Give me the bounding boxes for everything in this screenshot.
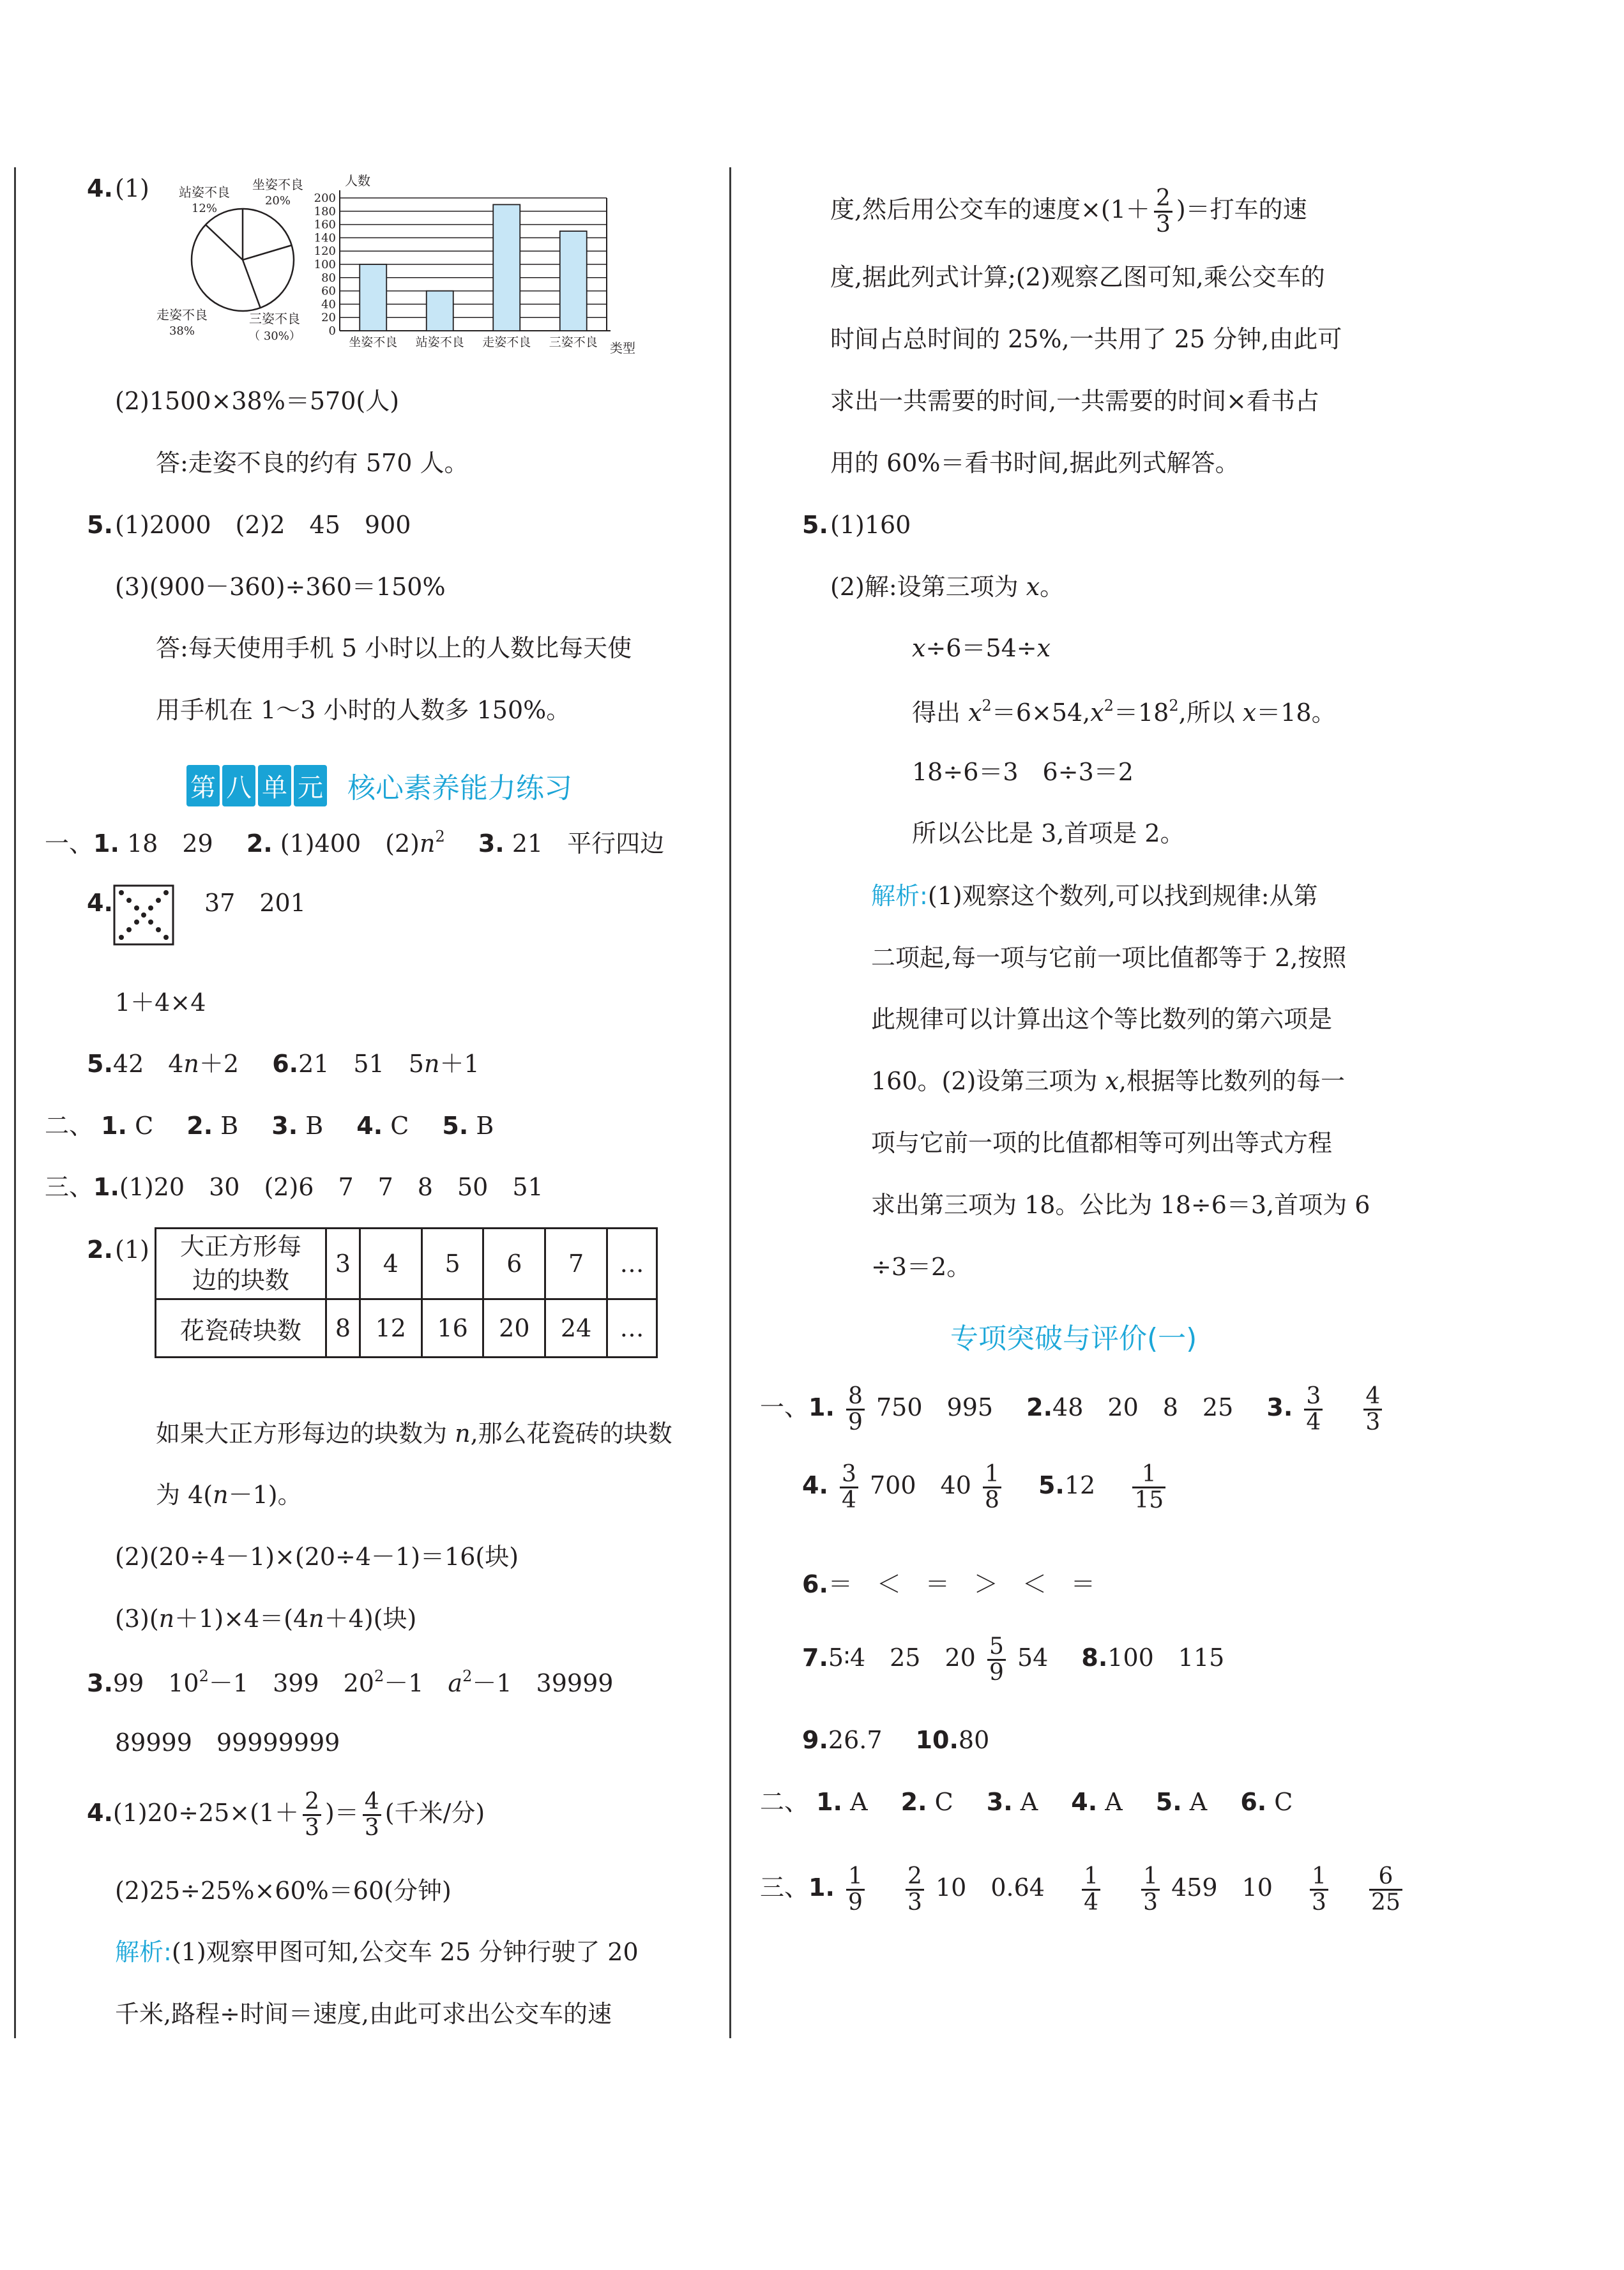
p1-row2: 4. $\frac{3}{4}$ 700 40 $\frac{1}{8}$ 5.12 $\frac{1}{15}$	[802, 1462, 1169, 1513]
right-q5-p2: (2)解:设第三项为 x。	[830, 573, 1065, 601]
unit-char-2: 八	[222, 765, 255, 806]
q5-number: 5.	[87, 511, 113, 539]
table-cell: 7	[545, 1229, 607, 1299]
fraction: $\frac{6}{25}$	[1369, 1865, 1402, 1915]
right-analysis-l5: 项与它前一项的比值都相等可列出等式方程	[871, 1129, 1333, 1157]
section-2-row: 二、 1. C 2. B 3. B 4. C 5. B	[45, 1112, 494, 1140]
bar-ylabel: 人数	[345, 173, 370, 188]
q4-number: 4.	[87, 174, 113, 202]
table-cell: 3	[326, 1229, 360, 1299]
right-analysis-l4: 160。(2)设第三项为 x,根据等比数列的每一	[871, 1067, 1345, 1095]
right-cont-l5: 用的 60%＝看书时间,据此列式解答。	[830, 449, 1240, 477]
p3-row: 三、1. $\frac{1}{9}$ $\frac{2}{3}$ 10 0.64 $\frac{1}{4}$ $\frac{1}{3}$ 459 10 $\frac{1}{3}$ $\frac{6}{25}$	[760, 1865, 1406, 1915]
fraction: $\frac{3}{4}$	[1304, 1384, 1323, 1435]
right-cont-l2: 度,据此列式计算;(2)观察乙图可知,乘公交车的	[830, 263, 1325, 291]
pie-label-3: 三姿不良	[249, 311, 300, 326]
bar-ytick-label: 160	[314, 218, 336, 232]
right-q5-p1: (1)160	[830, 511, 911, 539]
right-analysis-l3: 此规律可以计算出这个等比数列的第六项是	[871, 1005, 1333, 1033]
bar-3	[560, 231, 587, 331]
table-cell: 6	[483, 1229, 545, 1299]
bar-0	[360, 264, 386, 331]
right-analysis-l7: ÷3＝2。	[871, 1253, 971, 1281]
table-cell: 8	[326, 1299, 360, 1358]
s3-q2-p2: (2)(20÷4－1)×(20÷4－1)＝16(块)	[115, 1543, 519, 1571]
fraction: $\frac{1}{9}$	[846, 1865, 865, 1915]
q5-answer2: 用手机在 1～3 小时的人数多 150%。	[156, 696, 571, 724]
equation-4: 所以公比是 3,首项是 2。	[912, 819, 1185, 847]
q4-part1: (1)	[115, 174, 149, 202]
dot-cross-figure	[112, 884, 175, 946]
table-row	[156, 1229, 657, 1299]
fraction: $\frac{1}{4}$	[1082, 1865, 1100, 1915]
bar-category-label: 站姿不良	[415, 335, 464, 349]
s1-q4-values: 37 201	[204, 889, 306, 917]
table-cell: 20	[483, 1299, 545, 1358]
bar-ytick-label: 140	[314, 231, 336, 245]
table-row-header: 大正方形每 边的块数	[156, 1229, 326, 1299]
pie-pct-2: 38%	[169, 324, 195, 338]
s1-q4-expression: 1＋4×4	[115, 988, 206, 1017]
s3-q3-row: 3.99 $10^2-1$ 399 $20^2-1$ $a^2-1$ 39999	[87, 1667, 614, 1697]
pie-label-0: 坐姿不良	[252, 177, 303, 192]
fraction: $\frac{2}{3}$	[906, 1865, 924, 1915]
section-1-row1: 一、1. 18 29 2. (1)400 $(2)n^2$ 3. 21 平行四边	[45, 828, 665, 858]
bar-2	[493, 204, 520, 331]
s3-q2-text1: 如果大正方形每边的块数为 n,那么花瓷砖的块数	[156, 1419, 672, 1448]
s3-q2-text2: 为 4(n－1)。	[156, 1481, 302, 1509]
fraction: $\frac{2}{3}$	[303, 1790, 321, 1840]
s3-q3-line2: 89999 99999999	[115, 1729, 340, 1757]
table-cell: 4	[360, 1229, 421, 1299]
table-cell: …	[607, 1299, 656, 1358]
fraction: $\frac{3}{4}$	[840, 1462, 858, 1513]
p1-row3: 6.＝ ＜ ＝ ＞ ＜ ＝	[802, 1570, 1095, 1598]
fraction: $\frac{4}{3}$	[363, 1790, 381, 1840]
fraction: $\frac{2}{3}$	[1154, 186, 1172, 237]
fraction: $\frac{1}{15}$	[1132, 1462, 1165, 1513]
tile-table	[155, 1227, 658, 1358]
q5-line2: (3)(900－360)÷360＝150%	[115, 573, 446, 601]
bar-ytick-label: 40	[321, 298, 336, 312]
fraction: $\frac{5}{9}$	[987, 1635, 1006, 1685]
table-cell: 12	[360, 1299, 421, 1358]
unit-char-3: 单	[258, 765, 291, 806]
bar-ytick-label: 60	[321, 284, 336, 298]
right-cont-l1: 度,然后用公交车的速度×(1＋ $\frac{2}{3}$ )＝打车的速	[830, 185, 1307, 238]
q4-part2: (2)1500×38%＝570(人)	[115, 387, 400, 415]
fraction: $\frac{8}{9}$	[846, 1384, 865, 1435]
bar-ytick-label: 20	[321, 311, 336, 325]
section-3-row1: 三、1.(1)20 30 (2)6 7 7 8 50 51	[45, 1173, 543, 1201]
bar-ytick-label: 0	[328, 324, 336, 338]
s1-q4-number: 4.	[87, 889, 113, 917]
q4-answer: 答:走姿不良的约有 570 人。	[156, 449, 469, 477]
right-analysis-l2: 二项起,每一项与它前一项比值都等于 2,按照	[871, 944, 1347, 972]
bar-xlabel: 类型	[610, 340, 635, 356]
p1-row5: 9.26.7 10.80	[802, 1726, 990, 1754]
s3-q4-row: 4.(1)20÷25×(1＋ $\frac{2}{3}$ )＝ $\frac{4}{3}$ (千米/分)	[87, 1789, 485, 1841]
unit-char-1: 第	[186, 765, 220, 806]
special-section-title: 专项突破与评价(一)	[950, 1322, 1197, 1355]
p1-row1: 一、1. $\frac{8}{9}$ 750 995 2.48 20 8 25 3. $\frac{3}{4}$ $\frac{4}{3}$	[760, 1384, 1386, 1435]
right-analysis-l1: 解析:(1)观察这个数列,可以找到规律:从第	[871, 882, 1318, 910]
unit-title: 核心素养能力练习	[347, 772, 572, 805]
right-cont-l4: 求出一共需要的时间,一共需要的时间×看书占	[830, 387, 1319, 415]
q5-line1: (1)2000 (2)2 45 900	[115, 511, 411, 539]
table-row	[156, 1299, 657, 1358]
pie-label-1: 站姿不良	[179, 185, 230, 200]
s3-q2-p3: (3)(n＋1)×4＝(4n＋4)(块)	[115, 1605, 417, 1633]
pie-pct-3: （ 30%）	[248, 329, 301, 343]
pie-pct-1: 12%	[191, 202, 218, 215]
table-row-header: 花瓷砖块数	[156, 1299, 326, 1358]
p1-row4: 7.5∶4 25 20 $\frac{5}{9}$ 54 8.100 115	[802, 1633, 1225, 1686]
left-analysis-l1: 解析:(1)观察甲图可知,公交车 25 分钟行驶了 20	[115, 1938, 639, 1966]
s3-q2-part: (1)	[115, 1236, 149, 1264]
bar-ytick-label: 80	[321, 271, 336, 285]
q5-answer1: 答:每天使用手机 5 小时以上的人数比每天使	[156, 634, 632, 662]
pie-divider-2	[206, 225, 243, 260]
table-cell: 5	[421, 1229, 483, 1299]
p2-row: 二、 1. A 2. C 3. A 4. A 5. A 6. C	[760, 1788, 1293, 1816]
pie-divider-4	[243, 260, 261, 308]
right-cont-l3: 时间占总时间的 25%,一共用了 25 分钟,由此可	[830, 325, 1342, 353]
bar-ytick-label: 100	[314, 258, 336, 271]
right-q5-number: 5.	[802, 511, 828, 539]
pie-divider-3	[243, 245, 292, 260]
fraction: $\frac{1}{8}$	[983, 1462, 1001, 1513]
table-cell: …	[607, 1229, 656, 1299]
bar-ytick-label: 200	[314, 192, 336, 205]
bar-1	[427, 291, 453, 331]
left-analysis-l2: 千米,路程÷时间＝速度,由此可求出公交车的速	[115, 2000, 612, 2028]
pie-pct-0: 20%	[264, 194, 291, 208]
unit-char-4: 元	[294, 765, 327, 806]
bar-category-label: 三姿不良	[549, 335, 598, 349]
s3-q2-number: 2.	[87, 1236, 113, 1264]
column-divider	[729, 167, 731, 2038]
bar-ytick-label: 180	[314, 204, 336, 218]
bar-ytick-label: 120	[314, 245, 336, 259]
fraction: $\frac{1}{3}$	[1310, 1865, 1328, 1915]
equation-2: 得出 $x^2=6\times 54,x^2=18^2$,所以 x＝18。	[912, 697, 1336, 727]
fraction: $\frac{1}{3}$	[1141, 1865, 1160, 1915]
table-cell: 24	[545, 1299, 607, 1358]
table-cell: 16	[421, 1299, 483, 1358]
bar-category-label: 走姿不良	[482, 335, 531, 349]
right-analysis-l6: 求出第三项为 18。公比为 18÷6＝3,首项为 6	[871, 1191, 1370, 1219]
fraction: $\frac{4}{3}$	[1363, 1384, 1382, 1435]
left-margin-line	[14, 167, 16, 2038]
pie-label-2: 走姿不良	[156, 307, 208, 322]
equation-3: 18÷6＝3 6÷3＝2	[912, 758, 1134, 786]
unit-heading	[186, 764, 572, 806]
equation-1: x÷6＝54÷x	[912, 634, 1051, 662]
section-1-row5: 5.42 4n＋2 6.21 51 5n＋1	[87, 1050, 480, 1078]
s3-q4-p2: (2)25÷25%×60%＝60(分钟)	[115, 1877, 452, 1905]
bar-category-label: 坐姿不良	[349, 335, 398, 349]
posture-bar-chart	[307, 171, 651, 363]
